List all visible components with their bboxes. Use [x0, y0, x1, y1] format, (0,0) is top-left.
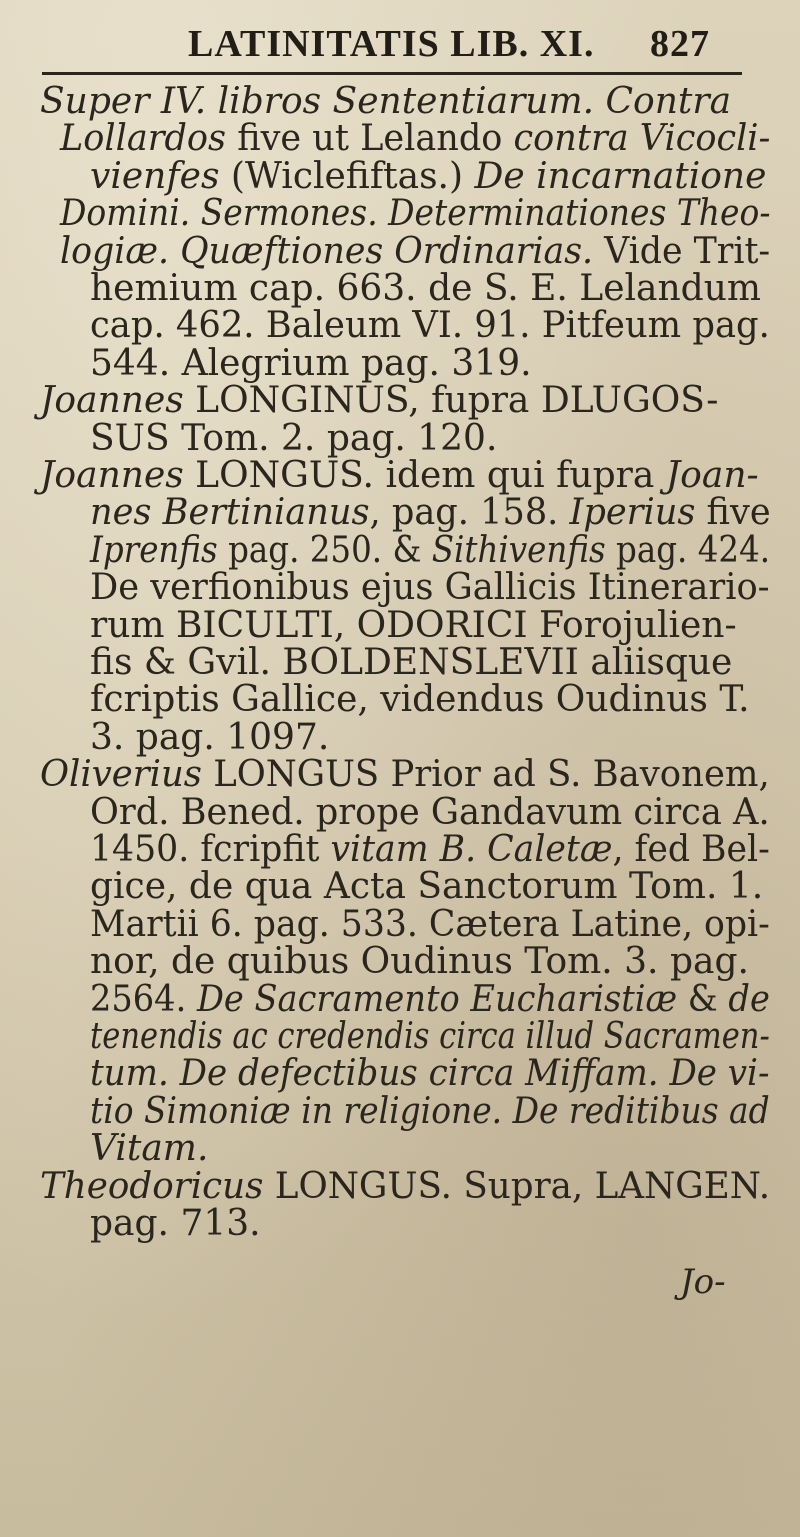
text-run: five ut Lelando — [226, 118, 514, 160]
text-run: 1450. fcripfit — [90, 829, 331, 870]
text-run: cap. 462. Baleum VI. 91. Pitfeum pag. — [90, 305, 770, 347]
text-run: rum BICULTI, ODORICI Forojulien- — [90, 604, 737, 646]
text-run: pag. 424. — [605, 529, 771, 571]
text-run: SUS Tom. 2. pag. 120. — [90, 417, 498, 459]
text-run: LONGINUS, fupra DLUGOS- — [183, 380, 719, 422]
text-run: logiæ. Quæftiones Ordinarias. — [60, 230, 594, 272]
text-run: LONGUS. Supra, LANGEN. — [263, 1165, 771, 1207]
header-rule — [42, 72, 742, 75]
running-head — [150, 14, 770, 74]
text-run: hemium cap. 663. de S. E. Lelandum — [90, 268, 762, 309]
text-run: tenendis ac credendis circa illud Sacramen- — [90, 1016, 770, 1057]
text-run: Sithivenfis — [431, 529, 606, 571]
text-run: Joannes — [40, 380, 184, 422]
page-number: 827 — [650, 23, 710, 65]
text-run: nes Bertinianus — [90, 492, 370, 534]
text-run: De verfionibus ejus Gallicis Itinerario- — [90, 567, 770, 609]
text-run: & — [677, 978, 718, 1020]
text-run: pag. 713. — [90, 1203, 261, 1244]
text-run: Oliverius — [40, 754, 202, 796]
text-run: Ord. Bened. prope Gandavum circa A. — [90, 791, 770, 833]
text-run: five — [695, 492, 771, 534]
catchword: Jo- — [680, 1262, 726, 1302]
text-run: contra Vicocli- — [513, 118, 771, 160]
text-run: LONGUS. idem qui fupra — [183, 455, 666, 496]
text-run: Super IV. libros Sententiarum. Contra — [40, 81, 732, 122]
text-run: Joan- — [665, 455, 759, 496]
text-run: vitam B. Caletæ — [330, 829, 613, 870]
text-run: De incarnatione — [474, 155, 767, 197]
text-run: , pag. 158. — [369, 492, 570, 534]
text-run: Theodoricus — [40, 1165, 264, 1207]
text-run: fis & Gvil. BOLDENSLEVII aliisque — [90, 642, 733, 683]
text-run: pag. 250. & — [217, 529, 432, 571]
text-run: 3. pag. 1097. — [90, 716, 330, 758]
text-run: Vitam. — [90, 1128, 209, 1170]
text-run: De Sacramento Eucharistiæ — [196, 978, 678, 1020]
running-head-title: LATINITATIS LIB. XI. — [188, 23, 595, 65]
text-run: vienfes — [90, 155, 220, 197]
text-run: Domini. Sermones. Determinationes Theo- — [60, 193, 771, 235]
text-run: LONGUS Prior ad S. Bavonem, — [201, 754, 770, 796]
text-run: tum. De defectibus circa Miffam. De vi- — [90, 1053, 770, 1095]
text-run: (Wiclefiftas.) — [219, 155, 475, 197]
text-run: Lollardos — [60, 118, 227, 160]
text-run: Iprenfis — [90, 529, 218, 571]
text-run: Vide Trit- — [593, 230, 771, 272]
text-run: Joannes — [40, 455, 184, 496]
text-run: 2564. — [90, 978, 197, 1020]
text-run: Martii 6. pag. 533. Cætera Latine, opi- — [90, 903, 770, 945]
text-line — [90, 1202, 261, 1246]
text-run: 544. Alegrium pag. 319. — [90, 342, 532, 384]
text-run: de — [717, 978, 770, 1020]
text-run: nor, de quibus Oudinus Tom. 3. pag. — [90, 941, 749, 983]
text-run: tio Simoniæ in religione. De reditibus ad — [90, 1090, 770, 1132]
text-run: fcriptis Gallice, videndus Oudinus T. — [90, 679, 750, 721]
text-run: , fed Bel- — [612, 829, 770, 870]
text-run: Iperius — [569, 492, 696, 534]
text-run: gice, de qua Acta Sanctorum Tom. 1. — [90, 866, 764, 908]
